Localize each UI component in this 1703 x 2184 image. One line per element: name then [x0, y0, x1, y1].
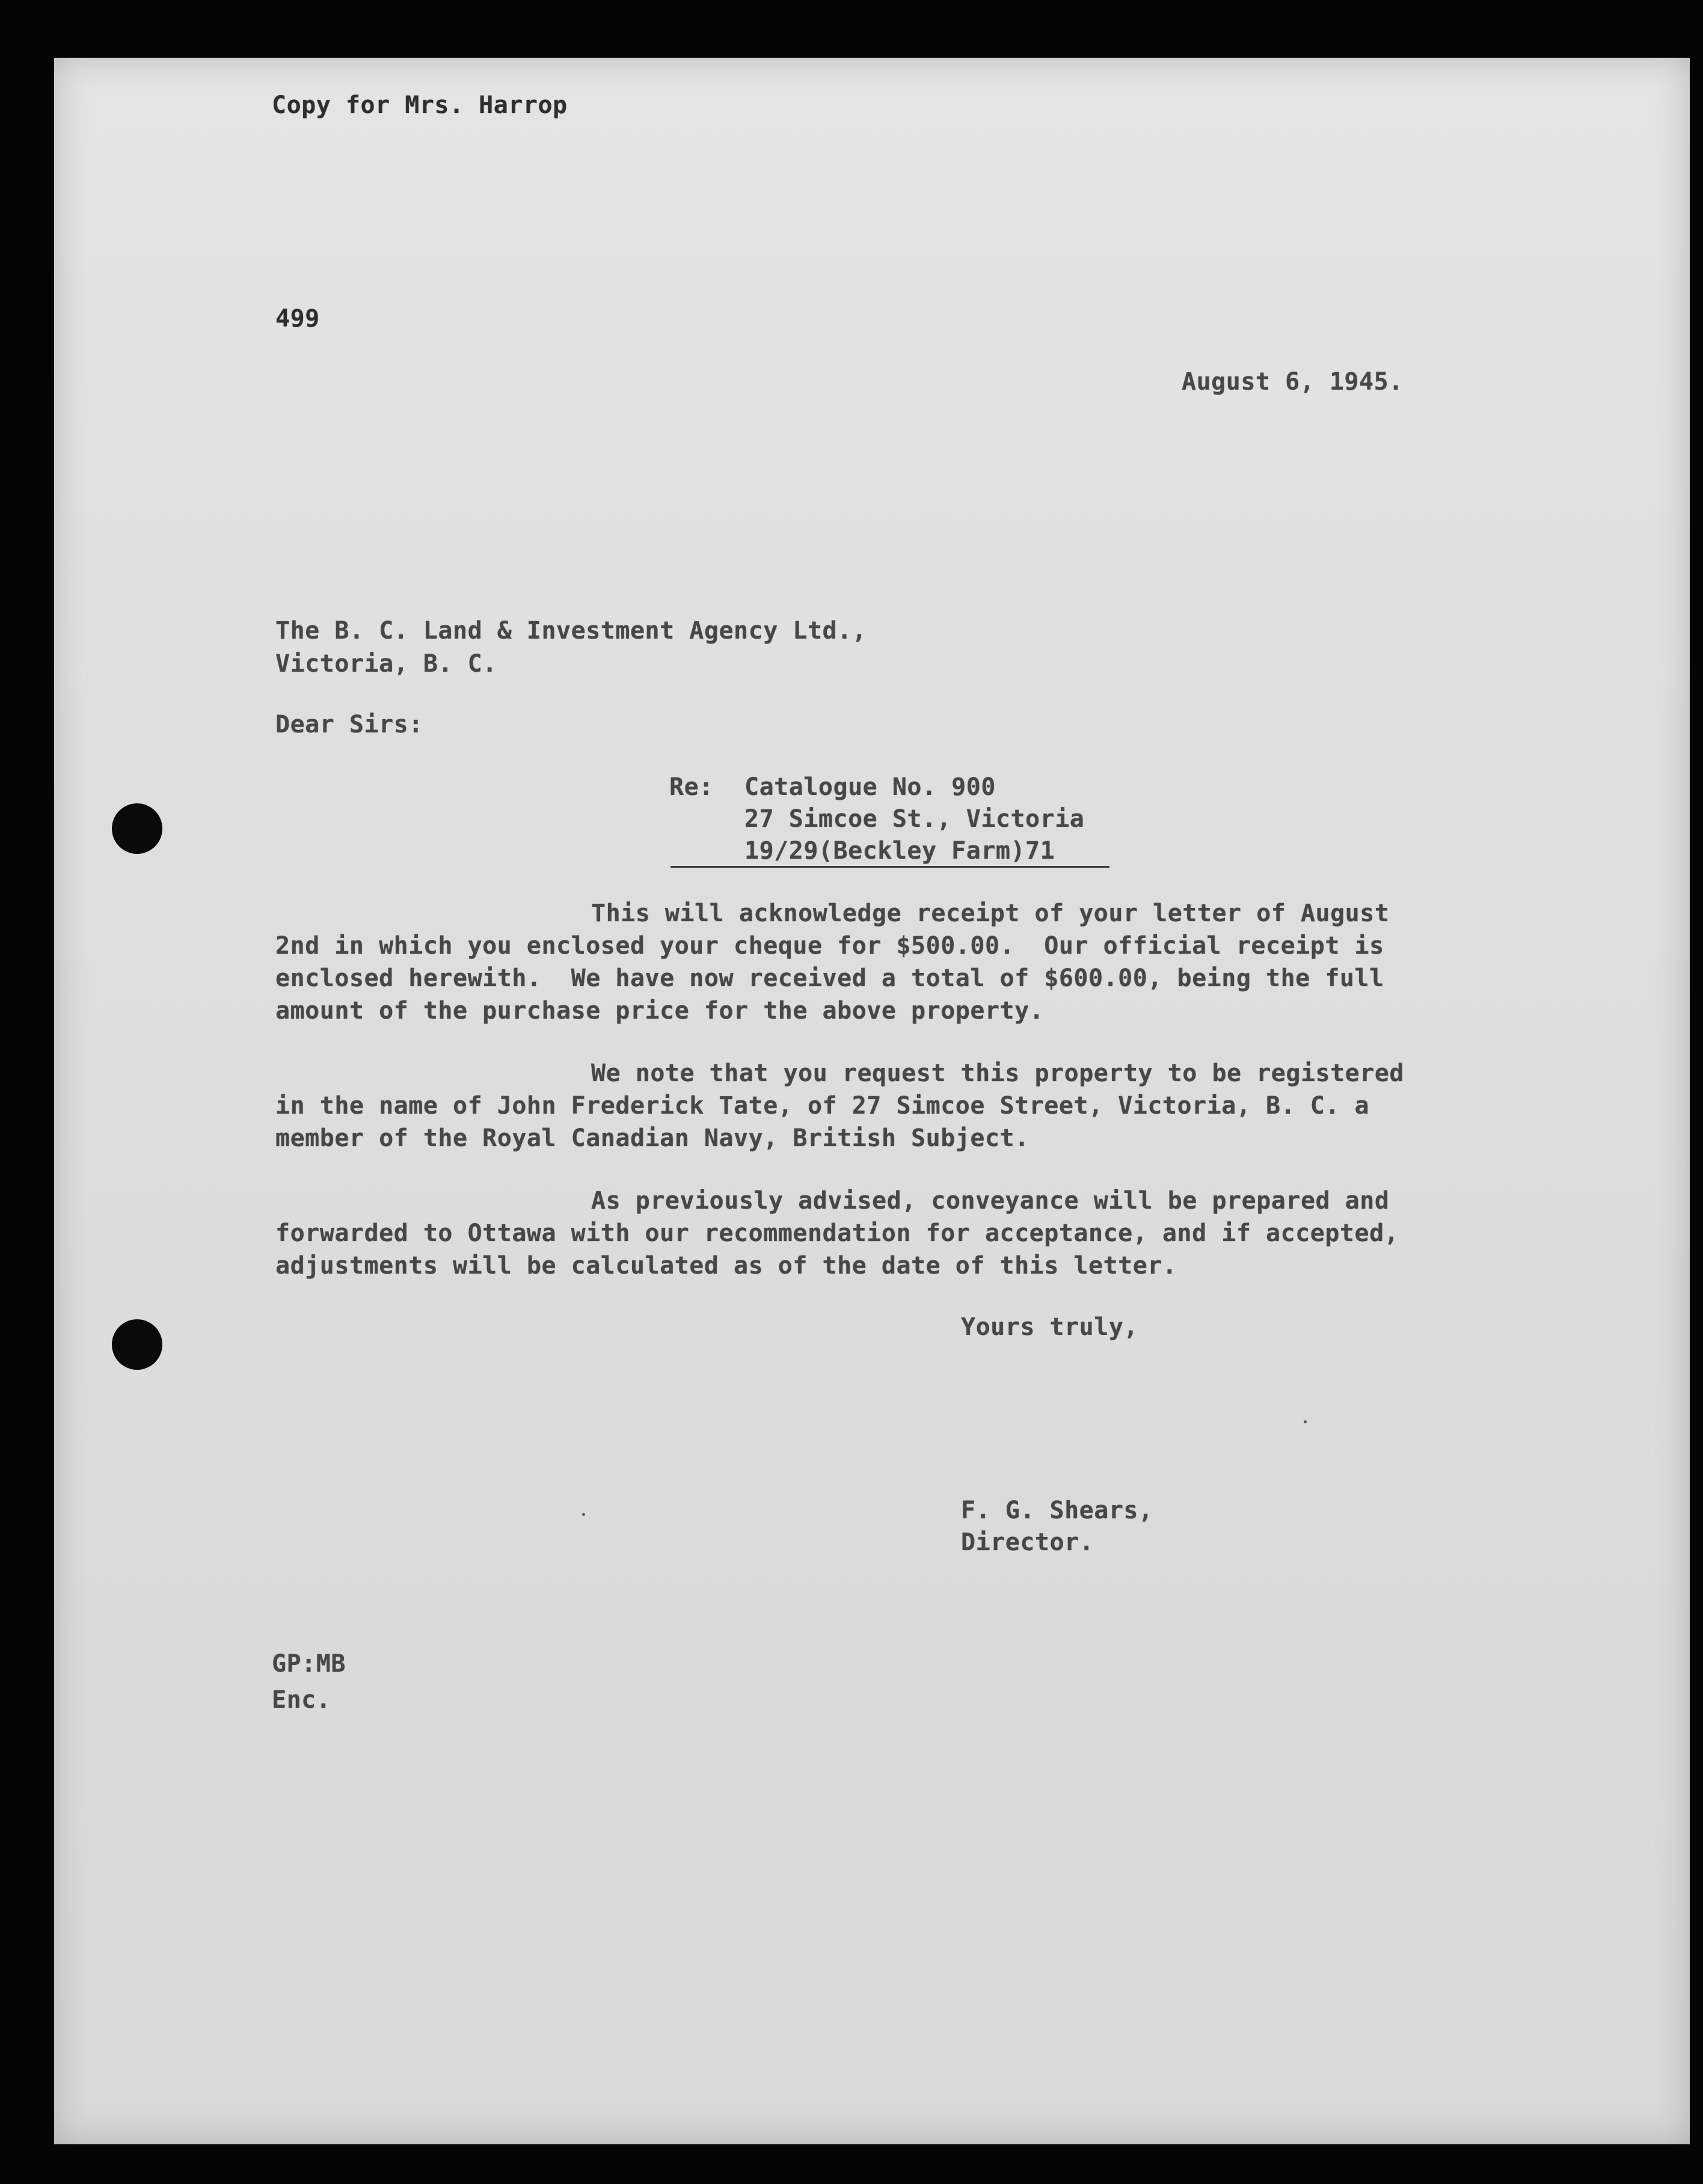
- paragraph-line: forwarded to Ottawa with our recommendation for acceptance, and if accepted,: [275, 1219, 1399, 1247]
- reference-catalogue: Catalogue No. 900: [744, 773, 996, 801]
- reference-label: Re:: [669, 773, 714, 801]
- paragraph-line: enclosed herewith. We have now received a total of $600.00, being the full: [275, 965, 1384, 992]
- paragraph-line: We note that you request this property to be registered: [591, 1060, 1405, 1087]
- signatory-title: Director.: [961, 1529, 1094, 1556]
- reference-underline: [670, 866, 1109, 868]
- recipient-line-1: The B. C. Land & Investment Agency Ltd.,: [275, 617, 867, 645]
- reference-address: 27 Simcoe St., Victoria: [744, 805, 1085, 833]
- paper-speck: [582, 1513, 585, 1516]
- paragraph-line: adjustments will be calculated as of the date of this letter.: [275, 1252, 1177, 1280]
- punch-hole-top: [112, 803, 162, 854]
- paragraph-line: member of the Royal Canadian Navy, British Subject.: [275, 1124, 1029, 1152]
- closing: Yours truly,: [961, 1313, 1138, 1341]
- punch-hole-bottom: [112, 1319, 162, 1370]
- paper-speck: [1304, 1420, 1307, 1423]
- recipient-line-2: Victoria, B. C.: [275, 650, 497, 678]
- paragraph-line: As previously advised, conveyance will be prepared and: [591, 1187, 1390, 1215]
- salutation: Dear Sirs:: [275, 711, 423, 738]
- file-number: 499: [275, 305, 320, 333]
- signatory-name: F. G. Shears,: [961, 1497, 1153, 1524]
- paragraph-line: in the name of John Frederick Tate, of 27 Simcoe Street, Victoria, B. C. a: [275, 1092, 1370, 1120]
- paragraph-line: amount of the purchase price for the above property.: [275, 997, 1045, 1025]
- reference-lot: 19/29(Beckley Farm)71: [744, 837, 1055, 865]
- typist-initials: GP:MB: [272, 1650, 346, 1678]
- paragraph-line: This will acknowledge receipt of your letter of August: [591, 900, 1390, 927]
- letter-date: August 6, 1945.: [1182, 368, 1404, 396]
- enclosure-note: Enc.: [272, 1686, 331, 1714]
- copy-note: Copy for Mrs. Harrop: [272, 91, 568, 119]
- paragraph-line: 2nd in which you enclosed your cheque for $500.00. Our official receipt is: [275, 932, 1384, 960]
